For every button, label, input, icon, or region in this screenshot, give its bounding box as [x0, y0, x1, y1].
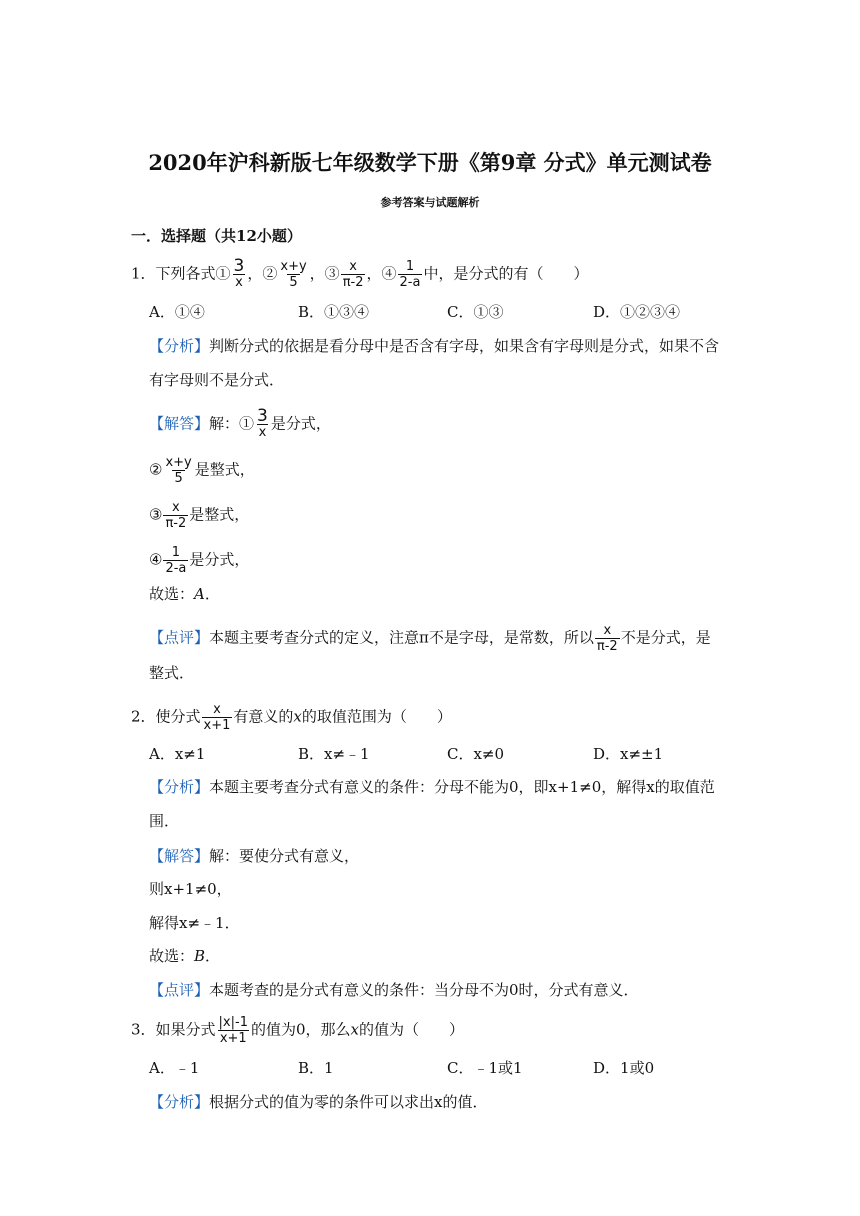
q1-option-a: A．①④ [149, 303, 205, 321]
q2-comment: 【点评】本题考查的是分式有意义的条件：当分母不为0时，分式有意义． [149, 981, 639, 999]
fraction-f5: $\frac{x}{x+1}$ [203, 702, 231, 733]
analysis-label: 【分析】 [149, 1093, 210, 1111]
fraction-f3: $\frac{x}{\pi-2}$ [165, 500, 187, 531]
q1-solution-line2: ② $\frac{x+y}{5}$ 是整式， [149, 455, 255, 486]
page-title: 2020年沪科新版七年级数学下册《第9章 分式》单元测试卷 [148, 150, 712, 175]
q2-analysis-cont: 围． [149, 812, 180, 830]
analysis-label: 【分析】 [149, 337, 210, 355]
analysis-label: 【分析】 [149, 778, 210, 796]
fraction-f3: $\frac{x}{\pi-2}$ [342, 259, 364, 290]
q3-option-a: A．﹣1 [149, 1059, 200, 1077]
fraction-f1: $\frac{3}{x}$ [257, 406, 268, 440]
q2-solution-line3: 解得x≠﹣1． [149, 914, 240, 932]
page-subtitle: 参考答案与试题解析 [380, 196, 480, 209]
q1-solution-line3: ③ $\frac{x}{\pi-2}$ 是整式， [149, 500, 250, 531]
q1-solution: 【解答】解：① $\frac{3}{x}$ 是分式， [149, 406, 331, 440]
q1-comment-cont: 整式． [149, 664, 195, 682]
q1-comment: 【点评】本题主要考查分式的定义，注意π不是字母，是常数，所以 $\frac{x}{\pi-2}$ 不是分式，是 [149, 623, 711, 654]
q1-option-b: B．①③④ [298, 303, 370, 321]
fraction-f3: $\frac{x}{\pi-2}$ [596, 623, 618, 654]
q2-solution: 【解答】解：要使分式有意义， [149, 847, 360, 865]
section-heading: 一．选择题（共12小题） [131, 227, 302, 245]
q2-choice: 故选：B． [149, 947, 221, 965]
solution-label: 【解答】 [149, 414, 210, 433]
q2-stem: 2．使分式 $\frac{x}{x+1}$ 有意义的x的取值范围为（ ） [131, 702, 452, 733]
q3-option-d: D．1或0 [593, 1059, 655, 1077]
q1-stem: 1．下列各式① $\frac{3}{x}$ ，② $\frac{x+y}{5}$ ，③ $\frac{x}{\pi-2}$ ，④ $\frac{1}{2-a}$ 中，是分式的有（ ） [131, 256, 589, 290]
q2-analysis: 【分析】本题主要考查分式有意义的条件：分母不能为0，即x+1≠0，解得x的取值范 [149, 778, 715, 796]
fraction-f2: $\frac{x+y}{5}$ [280, 259, 307, 290]
comment-label: 【点评】 [149, 628, 210, 647]
q1-solution-line4: ④ $\frac{1}{2-a}$ 是分式， [149, 545, 250, 576]
fraction-f2: $\frac{x+y}{5}$ [165, 455, 192, 486]
q1-analysis: 【分析】判断分式的依据是看分母中是否含有字母，如果含有字母则是分式，如果不含 [149, 337, 720, 355]
q3-option-b: B．1 [298, 1059, 334, 1077]
solution-label: 【解答】 [149, 847, 210, 865]
q1-option-c: C．①③ [447, 303, 504, 321]
q1-analysis-cont: 有字母则不是分式． [149, 371, 285, 389]
q3-option-c: C．﹣1或1 [447, 1059, 523, 1077]
q3-analysis: 【分析】根据分式的值为零的条件可以求出x的值． [149, 1093, 488, 1111]
q1-option-d: D．①②③④ [593, 303, 681, 321]
q2-solution-line2: 则x+1≠0， [149, 880, 232, 898]
q2-option-c: C．x≠0 [447, 745, 505, 763]
fraction-f1: $\frac{3}{x}$ [233, 256, 245, 290]
q2-option-d: D．x≠±1 [593, 745, 664, 763]
comment-label: 【点评】 [149, 981, 210, 999]
fraction-f6: $\frac{|x|-1}{x+1}$ [218, 1015, 248, 1046]
q3-stem: 3．如果分式 $\frac{|x|-1}{x+1}$ 的值为0，那么x的值为（ ） [131, 1015, 464, 1046]
q2-option-b: B．x≠﹣1 [298, 745, 370, 763]
q1-choice: 故选：A． [149, 585, 220, 603]
fraction-f4: $\frac{1}{2-a}$ [399, 259, 421, 290]
fraction-f4: $\frac{1}{2-a}$ [165, 545, 187, 576]
q2-option-a: A．x≠1 [149, 745, 206, 763]
